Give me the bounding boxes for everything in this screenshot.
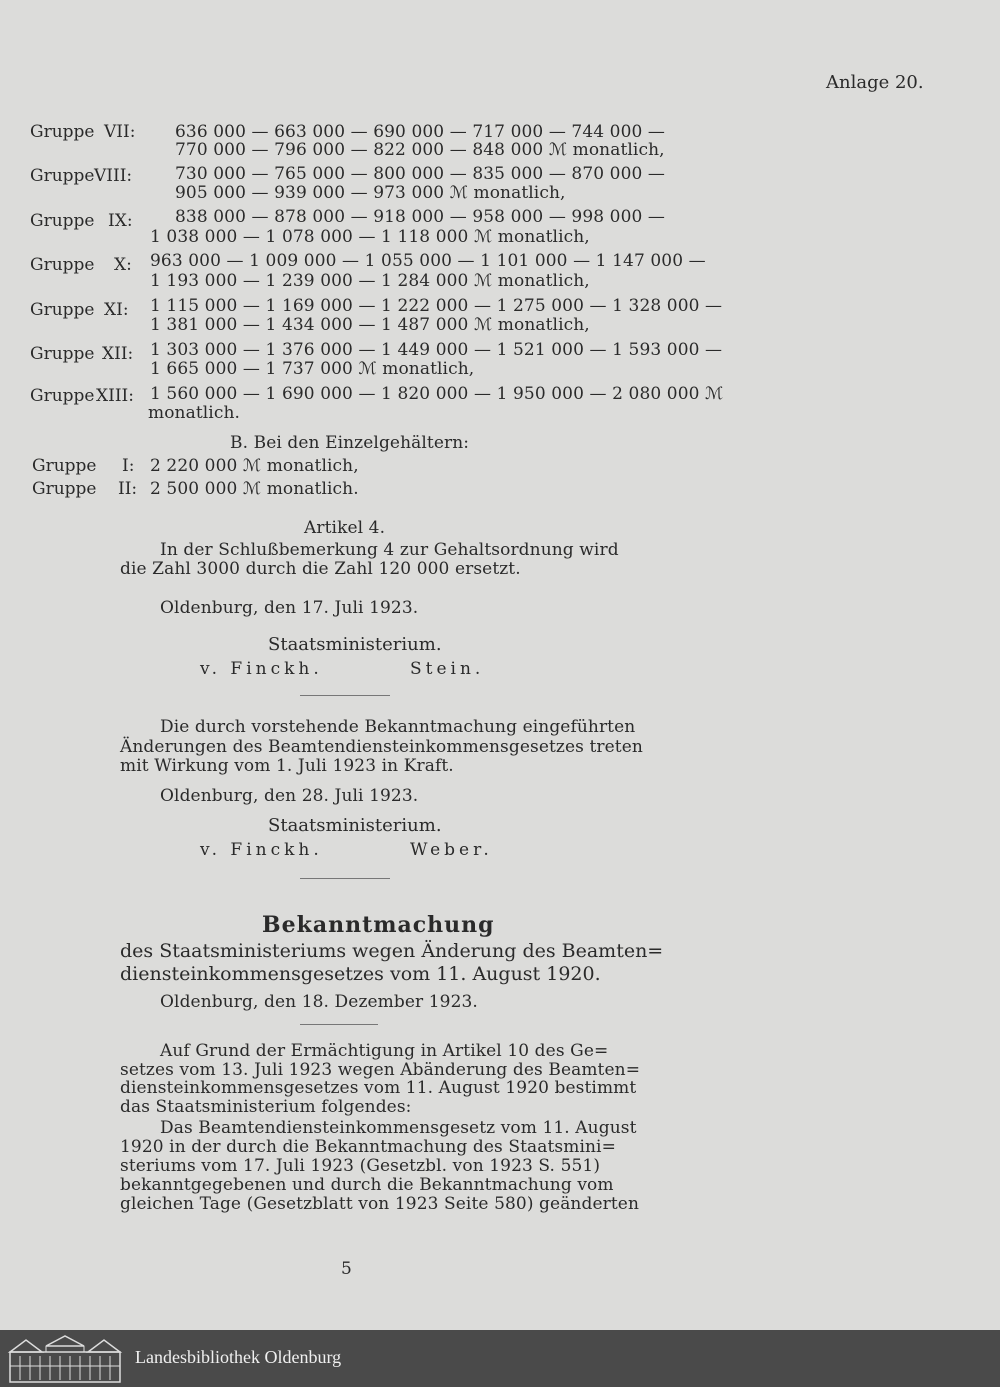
gruppe-values-line1: 838 000 — 878 000 — 918 000 — 958 000 — 998 000 — — [175, 207, 666, 227]
artikel-title: Artikel 4. — [304, 518, 386, 538]
bekanntmachung-subtitle-line2: diensteinkommensgesetzes vom 11. August 1920. — [120, 963, 601, 985]
signature-name: Stein. — [410, 659, 485, 679]
paragraph2-line: steriums vom 17. Juli 1923 (Gesetzbl. von 1923 S. 551) — [120, 1156, 601, 1176]
gruppe-values-line1: 1 303 000 — 1 376 000 — 1 449 000 — 1 521 000 — 1 593 000 — — [150, 340, 723, 360]
artikel-text-line1: In der Schlußbemerkung 4 zur Gehaltsordnung wird — [160, 540, 619, 560]
gruppe-number: VII: — [104, 122, 136, 142]
gruppe-values-line2: 770 000 — 796 000 — 822 000 — 848 000 ℳ monatlich, — [175, 140, 665, 160]
gruppe-label: Gruppe — [30, 255, 95, 275]
signature-name: v. Finckh. — [200, 840, 323, 860]
gruppe-label: Gruppe — [30, 166, 95, 186]
gruppe-label: Gruppe — [30, 211, 95, 231]
gruppe-values-line2: monatlich. — [148, 403, 241, 423]
signature-name: Weber. — [410, 840, 493, 860]
place-date: Oldenburg, den 17. Juli 1923. — [160, 598, 419, 618]
gruppe-label: Gruppe — [30, 300, 95, 320]
gruppe-values-line2: 1 665 000 — 1 737 000 ℳ monatlich, — [150, 359, 475, 379]
paragraph2-line: gleichen Tage (Gesetzblatt von 1923 Seite 580) geänderten — [120, 1194, 639, 1214]
artikel-text-line2: die Zahl 3000 durch die Zahl 120 000 ersetzt. — [120, 559, 521, 579]
gruppe-number: VIII: — [94, 166, 133, 186]
gruppe-values-line1: 730 000 — 765 000 — 800 000 — 835 000 — 870 000 — — [175, 164, 666, 184]
gruppe-label: Gruppe — [32, 479, 97, 499]
gruppe-label: Gruppe — [30, 386, 95, 406]
paragraph1-line: diensteinkommensgesetzes vom 11. August 1920 bestimmt — [120, 1078, 637, 1098]
gruppe-value: 2 500 000 ℳ monatlich. — [150, 479, 359, 499]
paragraph2-line: Das Beamtendiensteinkommensgesetz vom 11. August — [160, 1118, 637, 1138]
notice-line2: Änderungen des Beamtendiensteinkommensgesetzes treten — [120, 737, 643, 757]
paragraph1-line: Auf Grund der Ermächtigung in Artikel 10 des Ge= — [160, 1041, 609, 1061]
gruppe-values-line2: 1 381 000 — 1 434 000 — 1 487 000 ℳ monatlich, — [150, 315, 590, 335]
paragraph1-line: das Staatsministerium folgendes: — [120, 1097, 412, 1117]
library-building-icon — [6, 1334, 124, 1384]
bekanntmachung-heading: Bekanntmachung — [262, 912, 495, 938]
gruppe-number: X: — [114, 255, 132, 275]
notice-line3: mit Wirkung vom 1. Juli 1923 in Kraft. — [120, 756, 454, 776]
gruppe-label: Gruppe — [30, 122, 95, 142]
section-b-title: B. Bei den Einzelgehältern: — [230, 433, 470, 453]
gruppe-values-line2: 1 038 000 — 1 078 000 — 1 118 000 ℳ monatlich, — [150, 227, 590, 247]
paragraph1-line: setzes vom 13. Juli 1923 wegen Abänderung des Beamten= — [120, 1060, 641, 1080]
gruppe-number: XI: — [104, 300, 129, 320]
gruppe-values-line1: 1 115 000 — 1 169 000 — 1 222 000 — 1 275 000 — 1 328 000 — — [150, 296, 723, 316]
divider — [300, 878, 390, 879]
gruppe-number: XII: — [102, 344, 134, 364]
anlage-label: Anlage 20. — [826, 72, 924, 93]
gruppe-values-line2: 905 000 — 939 000 — 973 000 ℳ monatlich, — [175, 183, 566, 203]
ministry-title: Staatsministerium. — [268, 815, 442, 836]
notice-line1: Die durch vorstehende Bekanntmachung eingeführten — [160, 717, 636, 737]
gruppe-label: Gruppe — [32, 456, 97, 476]
library-footer-bar — [0, 1330, 1000, 1387]
gruppe-values-line1: 963 000 — 1 009 000 — 1 055 000 — 1 101 000 — 1 147 000 — — [150, 251, 706, 271]
gruppe-number: IX: — [108, 211, 133, 231]
paragraph2-line: bekanntgegebenen und durch die Bekanntmachung vom — [120, 1175, 614, 1195]
gruppe-number: XIII: — [96, 386, 134, 406]
signature-name: v. Finckh. — [200, 659, 323, 679]
ministry-title: Staatsministerium. — [268, 634, 442, 655]
bekanntmachung-date: Oldenburg, den 18. Dezember 1923. — [160, 992, 478, 1012]
gruppe-value: 2 220 000 ℳ monatlich, — [150, 456, 359, 476]
page-number: 5 — [341, 1259, 352, 1279]
bekanntmachung-subtitle-line1: des Staatsministeriums wegen Änderung des Beamten= — [120, 940, 664, 962]
place-date: Oldenburg, den 28. Juli 1923. — [160, 786, 419, 806]
gruppe-values-line1: 636 000 — 663 000 — 690 000 — 717 000 — 744 000 — — [175, 122, 666, 142]
paragraph2-line: 1920 in der durch die Bekanntmachung des Staatsmini= — [120, 1137, 616, 1157]
divider — [300, 1024, 378, 1025]
gruppe-number: II: — [118, 479, 138, 499]
gruppe-label: Gruppe — [30, 344, 95, 364]
library-name: Landesbibliothek Oldenburg — [135, 1347, 342, 1367]
gruppe-number: I: — [122, 456, 135, 476]
gruppe-values-line1: 1 560 000 — 1 690 000 — 1 820 000 — 1 950 000 — 2 080 000 ℳ — [150, 384, 724, 404]
gruppe-values-line2: 1 193 000 — 1 239 000 — 1 284 000 ℳ monatlich, — [150, 271, 590, 291]
divider — [300, 695, 390, 696]
